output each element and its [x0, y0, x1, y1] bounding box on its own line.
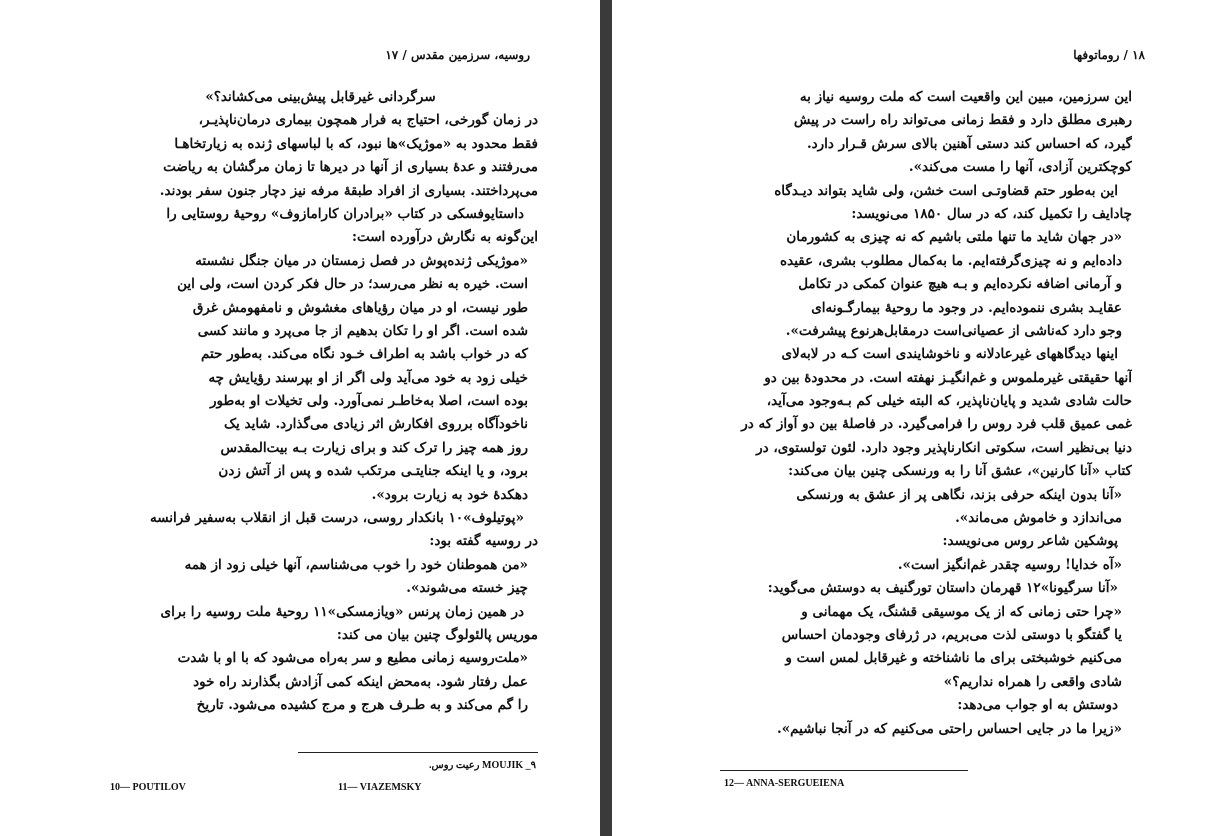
text-line: دنیا بی‌نظیر است، سکوتی انکارناپذیر وجود دارد. لئون تولستوی، در — [756, 439, 1132, 456]
text-line: «ملت‌روسیه زمانی مطیع و سر به‌راه می‌شود که با او با شدت — [177, 650, 528, 667]
text-line: آنها حقیقتی غیرملموس و غم‌انگیـز نهفته است. در محدودهٔ بین دو — [764, 369, 1132, 386]
text-line: در همین زمان پرنس «ویازمسکی»۱۱ روحیهٔ ملت روسیه را برای — [160, 603, 524, 620]
text-line: «آه خدایا! روسیه چقدر غم‌انگیز است». — [897, 556, 1122, 573]
text-line: در زمان گورخی، احتیاج به فرار همچون بیماری درمان‌ناپذیـر، — [198, 112, 538, 129]
text-line: که در خواب باشد به اطراف خـود نگاه می‌کند. به‌طور حتم — [200, 346, 528, 363]
text-line: می‌اندازد و خاموش می‌ماند». — [955, 510, 1122, 527]
footnote-12: 12— ANNA-SERGUEIENA — [724, 778, 845, 789]
text-line: «آنا سرگیونا»۱۲ قهرمان داستان تورگنیف به دوستش می‌گوید: — [767, 580, 1118, 597]
text-line: وجو دارد که‌ناشی از عصیانی‌است درمقابل‌هرنوع پیشرفت». — [785, 322, 1122, 339]
text-line: است. خیره به نظر می‌رسد؛ در حال فکر کردن است، ولی این — [177, 276, 528, 293]
book-spine — [600, 0, 612, 836]
text-line: «موژیکی ژنده‌پوش در فصل زمستان در میان جنگل نشسته — [195, 252, 528, 269]
text-line: بوده است، اصلا به‌خاطـر نمی‌آورد. ولی تخیلات او به‌طور — [210, 393, 528, 410]
text-line: سرگردانی غیرقابل پیش‌بینی می‌کشاند؟» — [205, 89, 436, 105]
text-line: چیز خسته می‌شوند». — [406, 580, 528, 597]
text-line: در روسیه گفته بود: — [429, 533, 538, 550]
text-line: رهبری مطلق دارد و فقط زمانی می‌تواند راه راست در پیش — [793, 112, 1132, 129]
footnote-divider-left — [298, 752, 538, 753]
text-line: ناخودآگاه برروی افکارش اثر زیادی می‌گذارد. شاید یک — [223, 416, 528, 433]
body-text-left — [63, 86, 538, 718]
text-line: و آرمانی اضافه نکرده‌ایم و بـه هیچ عنوان کمکی در تکامل — [798, 276, 1122, 293]
text-line: این سرزمین، مبین این واقعیت است که ملت روسیه نیاز به — [799, 89, 1132, 105]
text-line: گیرد، که احساس کند دستی آهنین بالای سرش قـرار دارد. — [806, 135, 1132, 152]
text-line: دهکدهٔ خود به زیارت برود». — [371, 486, 528, 503]
text-line: یا گفتگو با دوستی لذت می‌بریم، در ژرفای وجودمان احساس — [781, 626, 1122, 643]
text-line: «من هموطنان خود را خوب می‌شناسم، آنها خیلی زود از همه — [184, 556, 528, 573]
text-line: پوشکین شاعر روس می‌نویسد: — [942, 533, 1118, 550]
text-line: چادایف را تکمیل کند، که در سال ۱۸۵۰ می‌نویسد: — [851, 205, 1132, 222]
text-line: این به‌طور حتم قضاوتـی است خشن، ولی شاید بتواند دیـدگاه — [774, 182, 1118, 199]
text-line: غمی عمیق قلب فرد روس را فرامی‌گیرد. در فاصلهٔ بین دو آواز که در — [741, 416, 1132, 433]
text-line: می‌رفتند و عدهٔ بسیاری از آنها در دیرها تا زمان مرگشان به ریاضت — [163, 159, 538, 176]
text-line: عمل رفتار شود. به‌محض اینکه کمی آزادش بگذارند راه خود — [193, 673, 528, 690]
text-line: خیلی زود به خود می‌آید ولی اگر از او بپرسند رؤیایش چه — [208, 369, 528, 386]
text-line: داده‌ایم و نه چیزی‌گرفته‌ایم. ما به‌کمال مطلوب بشری، عقیده — [780, 252, 1122, 269]
footnote-9: ۹_ MOUJIK رعیت روس. — [429, 760, 536, 771]
page-header-right: ۱۸ / روماتوفها — [1073, 48, 1145, 62]
page-header-left: روسیه، سرزمین مقدس / ۱۷ — [385, 48, 530, 62]
text-line: عقایـد بشری ننموده‌ایم. در وجود ما روحیهٔ بیمارگـونه‌ای — [811, 299, 1122, 316]
text-line: «پوتیلوف»۱۰ بانکدار روسی، درست قبل از انقلاب به‌سفیر فرانسه — [150, 510, 524, 527]
text-line: حالت شادی شدید و پایان‌ناپذیر، که البته خیلی کم بـه‌وجود می‌آید، — [766, 393, 1132, 410]
right-page — [612, 0, 1205, 836]
text-line: «در جهان شاید ما تنها ملتی باشیم که نه چیزی به کشورمان — [786, 229, 1122, 246]
body-text-right — [700, 86, 1132, 741]
text-line: موریس پالئولوگ چنین بیان می کند: — [336, 626, 538, 643]
text-line: اینها دیدگاههای غیرعادلانه و ناخوشایندی است کـه در لابه‌لای — [781, 346, 1118, 363]
text-line: «چرا حتی زمانی که از یک موسیقی قشنگ، یک مهمانی و — [801, 603, 1122, 620]
text-line: «آنا بدون اینکه حرفی بزند، نگاهی پر از عشق به ورنسکی — [796, 486, 1122, 503]
text-line: این‌گونه به نگارش درآورده است: — [351, 229, 538, 246]
text-line: دوستش به او جواب می‌دهد: — [957, 697, 1118, 714]
text-line: می‌کنیم خوشبختی برای ما ناشناخته و غیرقابل لمس است و — [785, 650, 1122, 667]
footnote-11: 11— VIAZEMSKY — [338, 782, 422, 793]
text-line: کوچکترین آزادی، آنها را مست می‌کند». — [908, 159, 1132, 176]
text-line: شده است. اگر او را تکان بدهیم از جا می‌پرد و مانند کسی — [197, 322, 528, 339]
text-line: فقط محدود به «موژیک»ها نبود، که با لباسهای ژنده به زیارتخاهـا — [174, 135, 538, 152]
text-line: شادی واقعی را همراه نداریم؟» — [943, 673, 1122, 690]
text-line: روز همه چیز را ترک کند و برای زیارت بـه بیت‌المقدس — [220, 439, 528, 456]
text-line: کتاب «آنا کارنین»، عشق آنا را به ورنسکی چنین بیان می‌کند: — [788, 463, 1132, 480]
text-line: برود، و یا اینکه جنایتـی مرتکب شده و پس از آتش زدن — [218, 463, 528, 480]
footnote-10: 10— POUTILOV — [110, 782, 186, 793]
footnote-divider-right — [720, 770, 968, 771]
text-line: طور نیست، او در میان رؤیاهای مغشوش و نامفهومش غرق — [192, 299, 528, 316]
text-line: داستایوفسکی در کتاب «برادران کارامازوف» روحیهٔ روستایی را — [166, 205, 524, 222]
text-line: را گم می‌کند و به طـرف هرج و مرج کشیده می‌شود. تاریخ — [196, 697, 528, 714]
text-line: می‌پرداختند. بسیاری از افراد طبقهٔ مرفه نیز دچار جنون سفر بودند. — [159, 182, 538, 199]
text-line: «زیرا ما در جایی احساس راحتی می‌کنیم که در آنجا نباشیم». — [777, 720, 1122, 737]
left-page — [0, 0, 600, 836]
